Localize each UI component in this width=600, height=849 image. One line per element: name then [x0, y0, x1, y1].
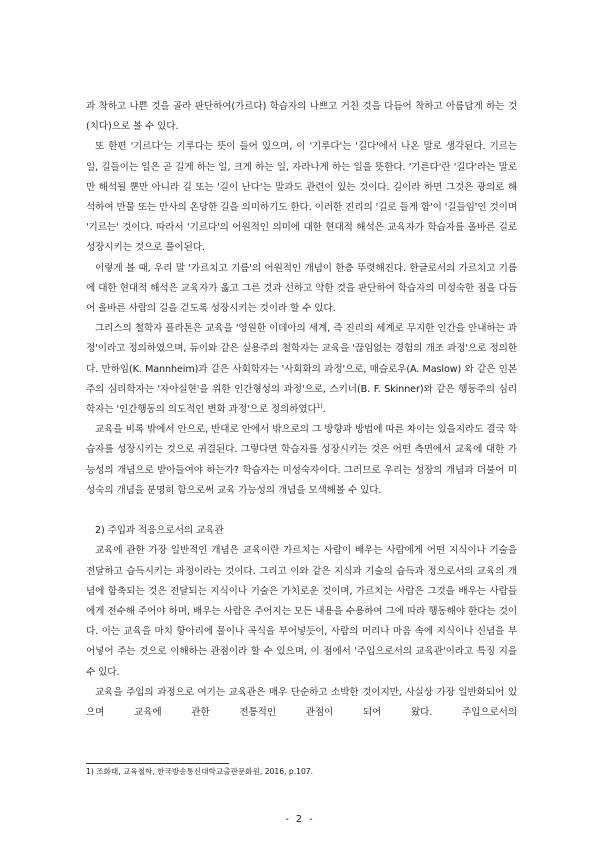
paragraph-gareuchigo-gireum: 이렇게 볼 때, 우리 말 '가르치고 기름'의 어원적인 개념이 한층 뚜렷해진다. 한글로서의 가르치고 기름에 대한 현대적 해석은 교육자가 옳고 그른 것과 선하고 악한 것을 판단하여 학습자의 미성숙한 점을 다듬어 올바른 사람의 길을 걷도록 성장시키는 것이라 할 수 있다.: [86, 262, 517, 315]
body-text: [86, 97, 517, 723]
paragraph-injection-continued: 교육을 주입의 과정으로 여기는 교육관은 매우 단순하고 소박한 것이지만, 사실상 가장 일반화되어 있으며 교육에 관한 전통적인 관점이 되어 왔다. 주입으로서의: [86, 686, 517, 719]
paragraph-spacer: [86, 501, 517, 521]
page-number: - 2 -: [285, 814, 315, 825]
footnote-reference: 1): [316, 402, 323, 410]
paragraph-gireuda: 또 한편 '기르다'는 기루다는 뜻이 들어 있으며, 이 '기루다'는 '길다'에서 나온 말로 생각된다. 기르는 일, 길들이는 일은 곧 길게 하는 일, 크게 하는 일, 자라나게 하는 일을 뜻한다. '기른다'란 '길다'라는 말로만 해석될 뿐만 아니라 길 또는 '길이 난다'는 말과도 관련이 있는 것이다. 길이라 하면 그것은 광의로 해석하여 만물 또는 만사의 온당한 길을 의미하기도 한다. 이러한 진리의 '길로 들게 함'이 '길들임'인 것이며 '기르는' 것이다. 따라서 '기르다'의 어원적인 의미에 대한 현대적 해석은 교육자가 학습자를 올바른 길로 성장시키는 것으로 풀이된다.: [86, 141, 517, 254]
paragraph-injection: 교육에 관한 가장 일반적인 개념은 교육이란 가르치는 사람이 배우는 사람에게 어떤 지식이나 기술을 전달하고 습득시키는 과정이라는 것이다. 그리고 이와 같은 지식과 기술의 습득과 정으로서의 교육의 개념에 함축되는 것은 전달되는 지식이나 기술은 가치로운 것이며, 가르치는 사람은 그것을 배우는 사람들에게 전수해 주어야 하며, 배우는 사람은 주어지는 모든 내용을 수용하여 그에 따라 행동해야 한다는 것이다. 이는 교육을 마치 항아리에 물이나 곡식을 부어넣듯이, 사람의 머리나 마음 속에 지식이나 신념을 부어넣어 주는 것으로 이해하는 관점이라 할 수 있으며, 이 점에서 '주입으로서의 교육관'이라고 특징 지을 수 있다.: [86, 545, 517, 678]
footnote: 1) 조화태, 교육철학, 한국방송통신대학교출판문화원, 2016, p.107.: [86, 767, 314, 776]
paragraph-growth: 교육을 비록 밖에서 안으로, 반대로 안에서 밖으로의 그 방향과 방법에 따른 차이는 있을지라도 결국 학습자를 성장시키는 것으로 귀결된다. 그렇다면 학습자를 성장시키는 것은 어떤 측면에서 교육에 대한 가능성의 개념으로 받아들여야 하는가? 학습자는 미성숙자이다. 그러므로 우리는 성장의 개념과 더불어 미성숙의 개념을 분명히 함으로써 교육 가능성의 개념을 모색해볼 수 있다.: [86, 424, 517, 496]
footnote-divider: [86, 763, 229, 764]
paragraph-philosophers: 그리스의 철학자 플라톤은 교육을 '영원한 이데아의 세계, 즉 진리의 세계로 무지한 인간을 안내하는 과정'이라고 정의하였으며, 듀이와 같은 실용주의 철학자는 교육을 '끊임없는 경험의 개조 과정'으로 정의한다. 만하임(K. Mannheim)과 같은 사회학자는 '사회화의 과정'으로, 매슬로우(A. Maslow) 와 같은 인본주의 심리학자는 '자아실현'을 위한 인간형성의 과정'으로, 스키너(B. F. Skinner)와 같은 행동주의 심리학자는 '인간행동의 의도적인 변화 과정'으로 정의하였다$^{1)}$.: [86, 323, 517, 416]
paragraph-philosophers-text: 그리스의 철학자 플라톤은 교육을 '영원한 이데아의 세계, 즉 진리의 세계로 무지한 인간을 안내하는 과정'이라고 정의하였으며, 듀이와 같은 실용주의 철학자는 교육을 '끊임없는 경험의 개조 과정'으로 정의한다. 만하임(K. Mannheim)과 같은 사회학자는 '사회화의 과정'으로, 매슬로우(A. Maslow) 와 같은 인본주의 심리학자는 '자아실현'을 위한 인간형성의 과정'으로, 스키너(B. F. Skinner)와 같은 행동주의 심리학자는 '인간행동의 의도적인 변화 과정'으로 정의하였다: [86, 323, 517, 416]
paragraph-continuation: 과 착하고 나쁜 것을 골라 판단하여(가르다) 학습자의 나쁘고 거친 것을 다듬어 착하고 아름답게 하는 것(치다)으로 볼 수 있다.: [86, 101, 517, 133]
section-heading: 2) 주입과 적응으로서의 교육관: [95, 525, 224, 537]
